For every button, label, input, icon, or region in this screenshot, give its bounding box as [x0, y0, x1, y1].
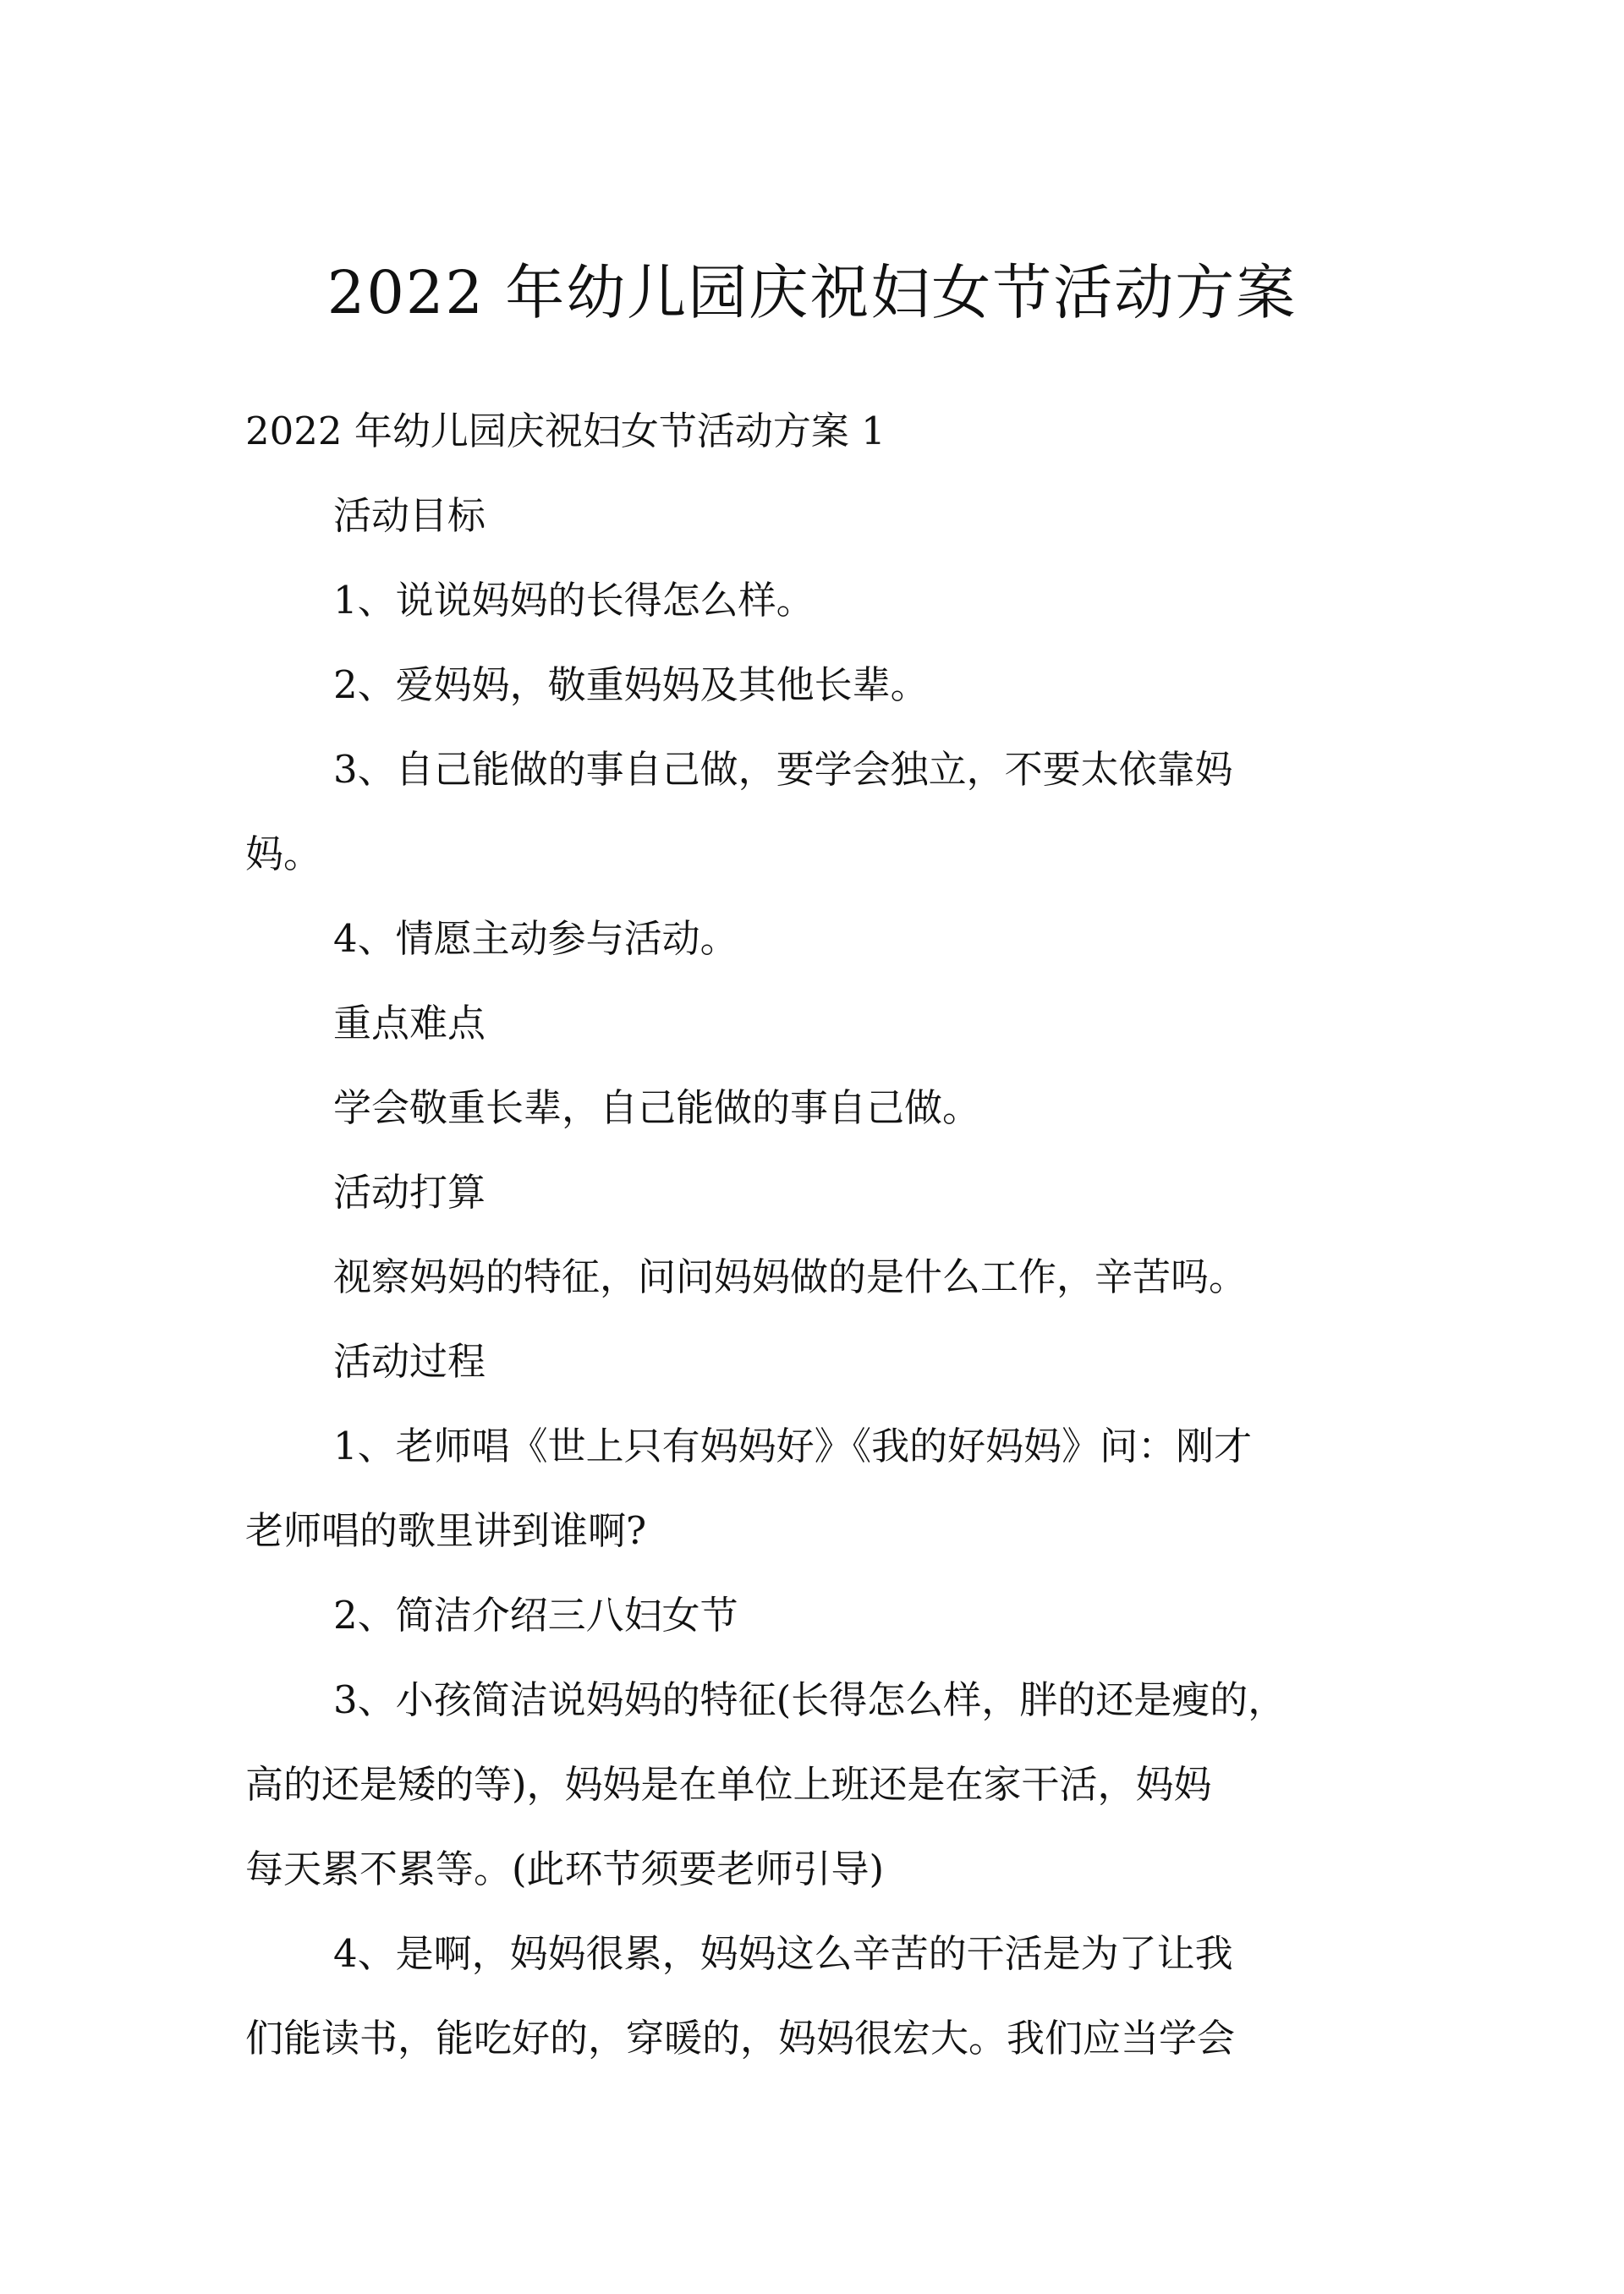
section-heading: 2022 年幼儿园庆祝妇女节活动方案 1	[245, 409, 886, 453]
paragraph-line: 1、老师唱《世上只有妈妈好》《我的好妈妈》问：刚才	[333, 1424, 1253, 1468]
paragraph-line: 老师唱的歌里讲到谁啊?	[245, 1508, 647, 1553]
paragraph-line: 学会敬重长辈，自己能做的事自己做。	[333, 1085, 981, 1130]
paragraph-line: 视察妈妈的特征，问问妈妈做的是什么工作，辛苦吗。	[333, 1254, 1248, 1299]
document-title: 2022 年幼儿园庆祝妇女节活动方案	[326, 258, 1298, 327]
subheading-activity-process: 活动过程	[333, 1339, 486, 1384]
paragraph-line: 4、情愿主动参与活动。	[333, 916, 738, 961]
paragraph-line: 妈。	[245, 831, 322, 876]
subheading-activity-goals: 活动目标	[333, 493, 486, 538]
subheading-activity-plan: 活动打算	[333, 1170, 486, 1215]
paragraph-line: 每天累不累等。(此环节须要老师引导)	[245, 1847, 885, 1891]
paragraph-line: 3、自己能做的事自己做，要学会独立，不要太依靠妈	[333, 747, 1233, 792]
paragraph-line: 2、爱妈妈，敬重妈妈及其他长辈。	[333, 662, 929, 707]
paragraph-line: 2、简洁介绍三八妇女节	[333, 1593, 738, 1638]
paragraph-line: 3、小孩简洁说妈妈的特征(长得怎么样，胖的还是瘦的，	[333, 1677, 1287, 1722]
paragraph-line: 1、说说妈妈的长得怎么样。	[333, 578, 815, 623]
paragraph-line: 4、是啊，妈妈很累，妈妈这么辛苦的干活是为了让我	[333, 1931, 1233, 1976]
paragraph-line: 高的还是矮的等)，妈妈是在单位上班还是在家干活，妈妈	[245, 1762, 1212, 1807]
subheading-key-points: 重点难点	[333, 1001, 486, 1045]
paragraph-line: 们能读书，能吃好的，穿暖的，妈妈很宏大。我们应当学会	[245, 2016, 1236, 2061]
